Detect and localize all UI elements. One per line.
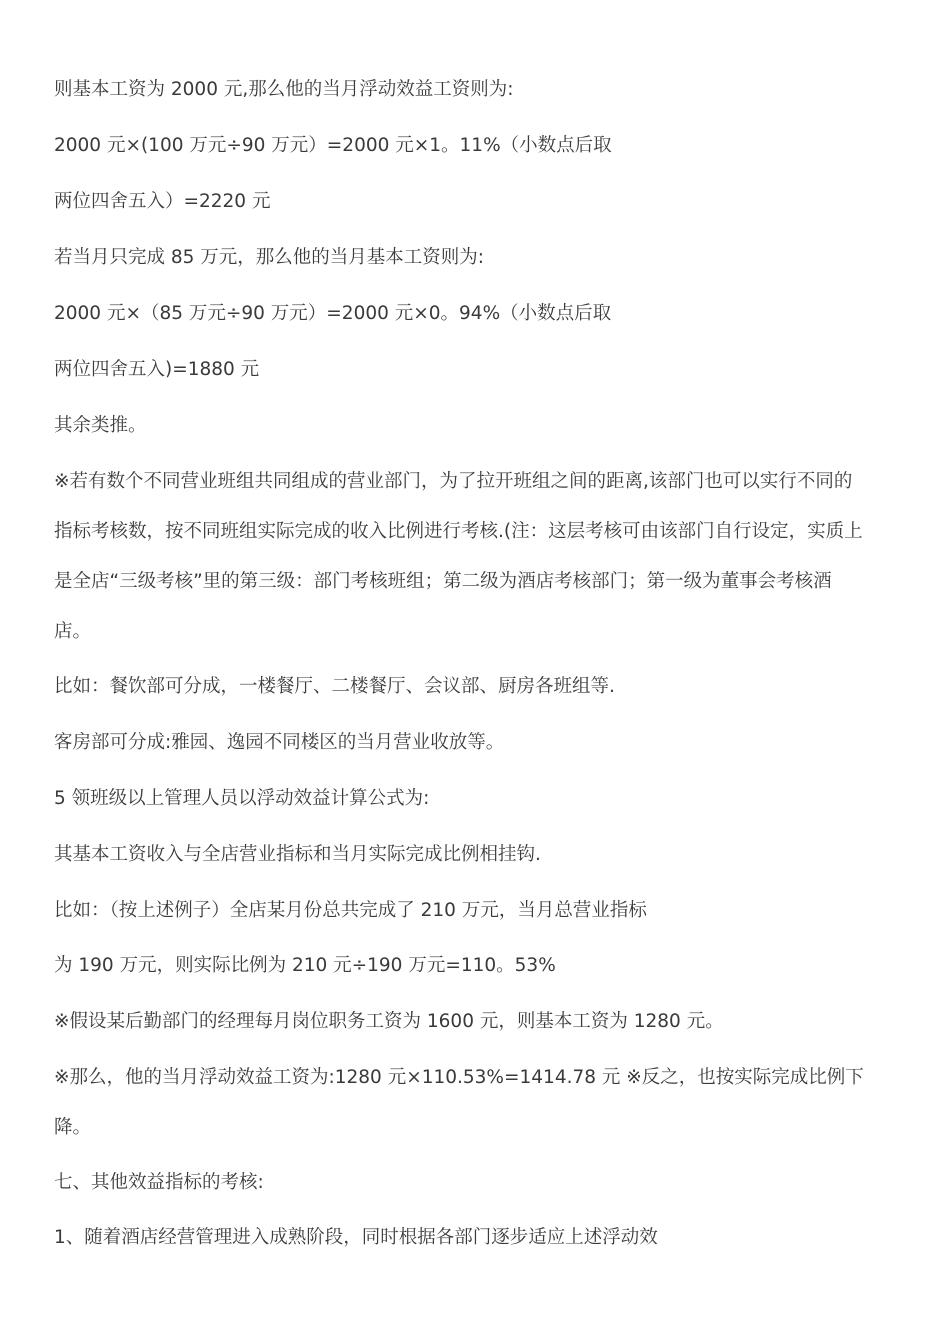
text-line: ※假设某后勤部门的经理每月岗位职务工资为 1600 元，则基本工资为 1280 元。 <box>54 1011 724 1032</box>
text-line: 两位四舍五入）=2220 元 <box>54 191 271 212</box>
text-line: 5 领班级以上管理人员以浮动效益计算公式为: <box>54 788 430 809</box>
text-line: 比如：（按上述例子）全店某月份总共完成了 210 万元，当月总营业指标 <box>54 900 647 921</box>
text-line: 其余类推。 <box>54 415 147 436</box>
text-line: 其基本工资收入与全店营业指标和当月实际完成比例相挂钩. <box>54 844 541 865</box>
text-line: 比如：餐饮部可分成，一楼餐厅、二楼餐厅、会议部、厨房各班组等. <box>54 676 615 697</box>
text-line: 降。 <box>54 1117 92 1138</box>
text-line: ※若有数个不同营业班组共同组成的营业部门，为了拉开班组之间的距离,该部门也可以实行不同的 <box>54 471 853 492</box>
text-line: ※那么，他的当月浮动效益工资为:1280 元×110.53%=1414.78 元 ※反之，也按实际完成比例下 <box>54 1067 864 1088</box>
text-line: 2000 元×（85 万元÷90 万元）=2000 元×0。94%（小数点后取 <box>54 303 612 324</box>
text-line: 2000 元×(100 万元÷90 万元）=2000 元×1。11%（小数点后取 <box>54 135 612 156</box>
text-line: 客房部可分成:雅园、逸园不同楼区的当月营业收放等。 <box>54 732 505 753</box>
text-line: 1、随着酒店经营管理进入成熟阶段，同时根据各部门逐步适应上述浮动效 <box>54 1227 658 1248</box>
text-line: 则基本工资为 2000 元,那么他的当月浮动效益工资则为: <box>54 79 514 100</box>
text-line: 为 190 万元，则实际比例为 210 元÷190 万元=110。53% <box>54 955 556 976</box>
text-line: 两位四舍五入)=1880 元 <box>54 359 260 380</box>
text-line: 指标考核数，按不同班组实际完成的收入比例进行考核.(注：这层考核可由该部门自行设定，实质上 <box>54 521 863 542</box>
text-line: 若当月只完成 85 万元，那么他的当月基本工资则为: <box>54 247 485 268</box>
text-line: 七、其他效益指标的考核: <box>54 1172 264 1193</box>
text-line: 是全店“三级考核”里的第三级：部门考核班组；第二级为酒店考核部门；第一级为董事会考核酒 <box>54 571 832 592</box>
text-line: 店。 <box>54 621 92 642</box>
